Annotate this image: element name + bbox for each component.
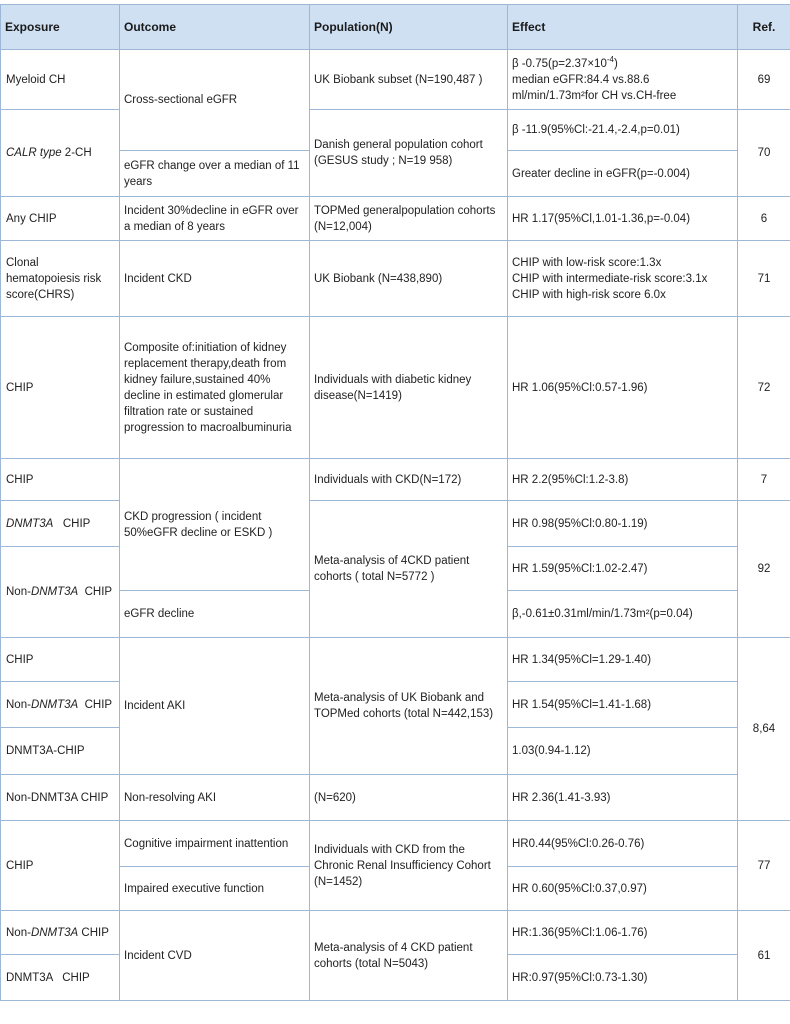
effect-cell: [508, 50, 738, 110]
effect-line: CHIP with high-risk score 6.0x: [512, 288, 666, 301]
table-row: [1, 821, 790, 867]
outcome-cell: CKD progression ( incident 50%eGFR decline or ESKD ): [120, 459, 310, 591]
effect-cell: HR:1.36(95%Cl:1.06-1.76): [508, 911, 738, 955]
population-cell: Meta-analysis of 4CKD patient cohorts ( total N=5772 ): [310, 501, 508, 638]
effect-cell: HR 0.60(95%Cl:0.37,0.97): [508, 867, 738, 911]
ref-cell: 7: [738, 459, 790, 501]
effect-cell: Greater decline in eGFR(p=-0.004): [508, 151, 738, 197]
table-row: [1, 911, 790, 955]
effect-line: β $-0.75(p=2.37\times 10^{-4})$: [512, 54, 618, 70]
outcome-cell: Cognitive impairment inattention: [120, 821, 310, 867]
effect-cell: HR 1.54(95%Cl=1.41-1.68): [508, 682, 738, 728]
population-cell: TOPMed generalpopulation cohorts (N=12,004): [310, 197, 508, 241]
exposure-cell: CHIP: [1, 459, 120, 501]
exposure-cell: Any CHIP: [1, 197, 120, 241]
population-cell: Meta-analysis of 4 CKD patient cohorts (total N=5043): [310, 911, 508, 1001]
exposure-cell: Non-DNMT3A CHIP: [1, 775, 120, 821]
outcome-cell: Composite of:initiation of kidney replacement therapy,death from kidney failure,sustained 40% decline in estimated glomerular filtration rate or sustained progression to macroalbuminuria: [120, 317, 310, 459]
table-row: [1, 241, 790, 317]
effect-cell: β -11.9(95%Cl:-21.4,-2.4,p=0.01): [508, 110, 738, 151]
outcome-cell: Cross-sectional eGFR: [120, 50, 310, 151]
exposure-cell: CALR type 2-CH: [1, 110, 120, 197]
ref-cell: 6: [738, 197, 790, 241]
population-cell: UK Biobank (N=438,890): [310, 241, 508, 317]
effect-line: ml/min/1.73m²for CH vs.CH-free: [512, 89, 677, 102]
exposure-cell: CHIP: [1, 638, 120, 682]
exposure-cell: Non-DNMT3A CHIP: [1, 682, 120, 728]
effect-cell: HR:0.97(95%Cl:0.73-1.30): [508, 955, 738, 1001]
outcome-cell: Incident CVD: [120, 911, 310, 1001]
effect-cell: HR 2.2(95%Cl:1.2-3.8): [508, 459, 738, 501]
header-outcome: Outcome: [120, 5, 310, 50]
ref-cell: 72: [738, 317, 790, 459]
header-ref: Ref.: [738, 5, 790, 50]
effect-cell: 1.03(0.94-1.12): [508, 728, 738, 775]
table-row: [1, 317, 790, 459]
exposure-cell: Non-DNMT3A CHIP: [1, 911, 120, 955]
effect-line: median eGFR:84.4 vs.88.6: [512, 73, 650, 86]
ref-cell: 61: [738, 911, 790, 1001]
table-row: [1, 775, 790, 821]
outcome-cell: Incident CKD: [120, 241, 310, 317]
ref-cell: 92: [738, 501, 790, 638]
effect-cell: β,-0.61±0.31ml/min/1.73m²(p=0.04): [508, 591, 738, 638]
outcome-cell: Incident 30%decline in eGFR over a median of 8 years: [120, 197, 310, 241]
header-row: [1, 5, 790, 50]
outcome-cell: eGFR change over a median of 11 years: [120, 151, 310, 197]
exposure-cell: Non-DNMT3A CHIP: [1, 547, 120, 638]
ref-cell: 70: [738, 110, 790, 197]
population-cell: Individuals with CKD from the Chronic Renal Insufficiency Cohort (N=1452): [310, 821, 508, 911]
exposure-cell: Clonal hematopoiesis risk score(CHRS): [1, 241, 120, 317]
table-row: [1, 50, 790, 110]
table-row: [1, 459, 790, 501]
population-cell: Meta-analysis of UK Biobank and TOPMed cohorts (total N=442,153): [310, 638, 508, 775]
outcome-cell: Incident AKI: [120, 638, 310, 775]
header-exposure: Exposure: [1, 5, 120, 50]
table-row: [1, 501, 790, 547]
population-cell: Individuals with CKD(N=172): [310, 459, 508, 501]
header-population: Population(N): [310, 5, 508, 50]
population-cell: Danish general population cohort (GESUS study ; N=19 958): [310, 110, 508, 197]
ref-cell: 69: [738, 50, 790, 110]
exposure-cell: Myeloid CH: [1, 50, 120, 110]
effect-cell: HR 1.17(95%Cl,1.01-1.36,p=-0.04): [508, 197, 738, 241]
ref-cell: 71: [738, 241, 790, 317]
effect-cell: HR 1.59(95%Cl:1.02-2.47): [508, 547, 738, 591]
outcome-cell: Non-resolving AKI: [120, 775, 310, 821]
exposure-cell: CHIP: [1, 317, 120, 459]
outcome-cell: eGFR decline: [120, 591, 310, 638]
effect-cell: HR 0.98(95%Cl:0.80-1.19): [508, 501, 738, 547]
ref-cell: 8,64: [738, 638, 790, 821]
effect-line: CHIP with low-risk score:1.3x: [512, 256, 662, 269]
effect-cell: HR 1.34(95%Cl=1.29-1.40): [508, 638, 738, 682]
table-row: [1, 638, 790, 682]
effect-line: CHIP with intermediate-risk score:3.1x: [512, 272, 708, 285]
population-cell: (N=620): [310, 775, 508, 821]
exposure-cell: DNMT3A CHIP: [1, 501, 120, 547]
table-row: [1, 110, 790, 151]
ref-cell: 77: [738, 821, 790, 911]
table-container: [0, 4, 790, 1001]
exposure-cell: CHIP: [1, 821, 120, 911]
exposure-cell: DNMT3A-CHIP: [1, 728, 120, 775]
population-cell: Individuals with diabetic kidney disease(N=1419): [310, 317, 508, 459]
effect-cell: [508, 241, 738, 317]
outcome-cell: Impaired executive function: [120, 867, 310, 911]
header-effect: Effect: [508, 5, 738, 50]
ch-kidney-outcomes-table: [0, 4, 790, 1001]
exposure-cell: DNMT3A CHIP: [1, 955, 120, 1001]
population-cell: UK Biobank subset (N=190,487 ): [310, 50, 508, 110]
effect-cell: HR0.44(95%Cl:0.26-0.76): [508, 821, 738, 867]
effect-cell: HR 2.36(1.41-3.93): [508, 775, 738, 821]
table-row: [1, 197, 790, 241]
effect-cell: HR 1.06(95%Cl:0.57-1.96): [508, 317, 738, 459]
